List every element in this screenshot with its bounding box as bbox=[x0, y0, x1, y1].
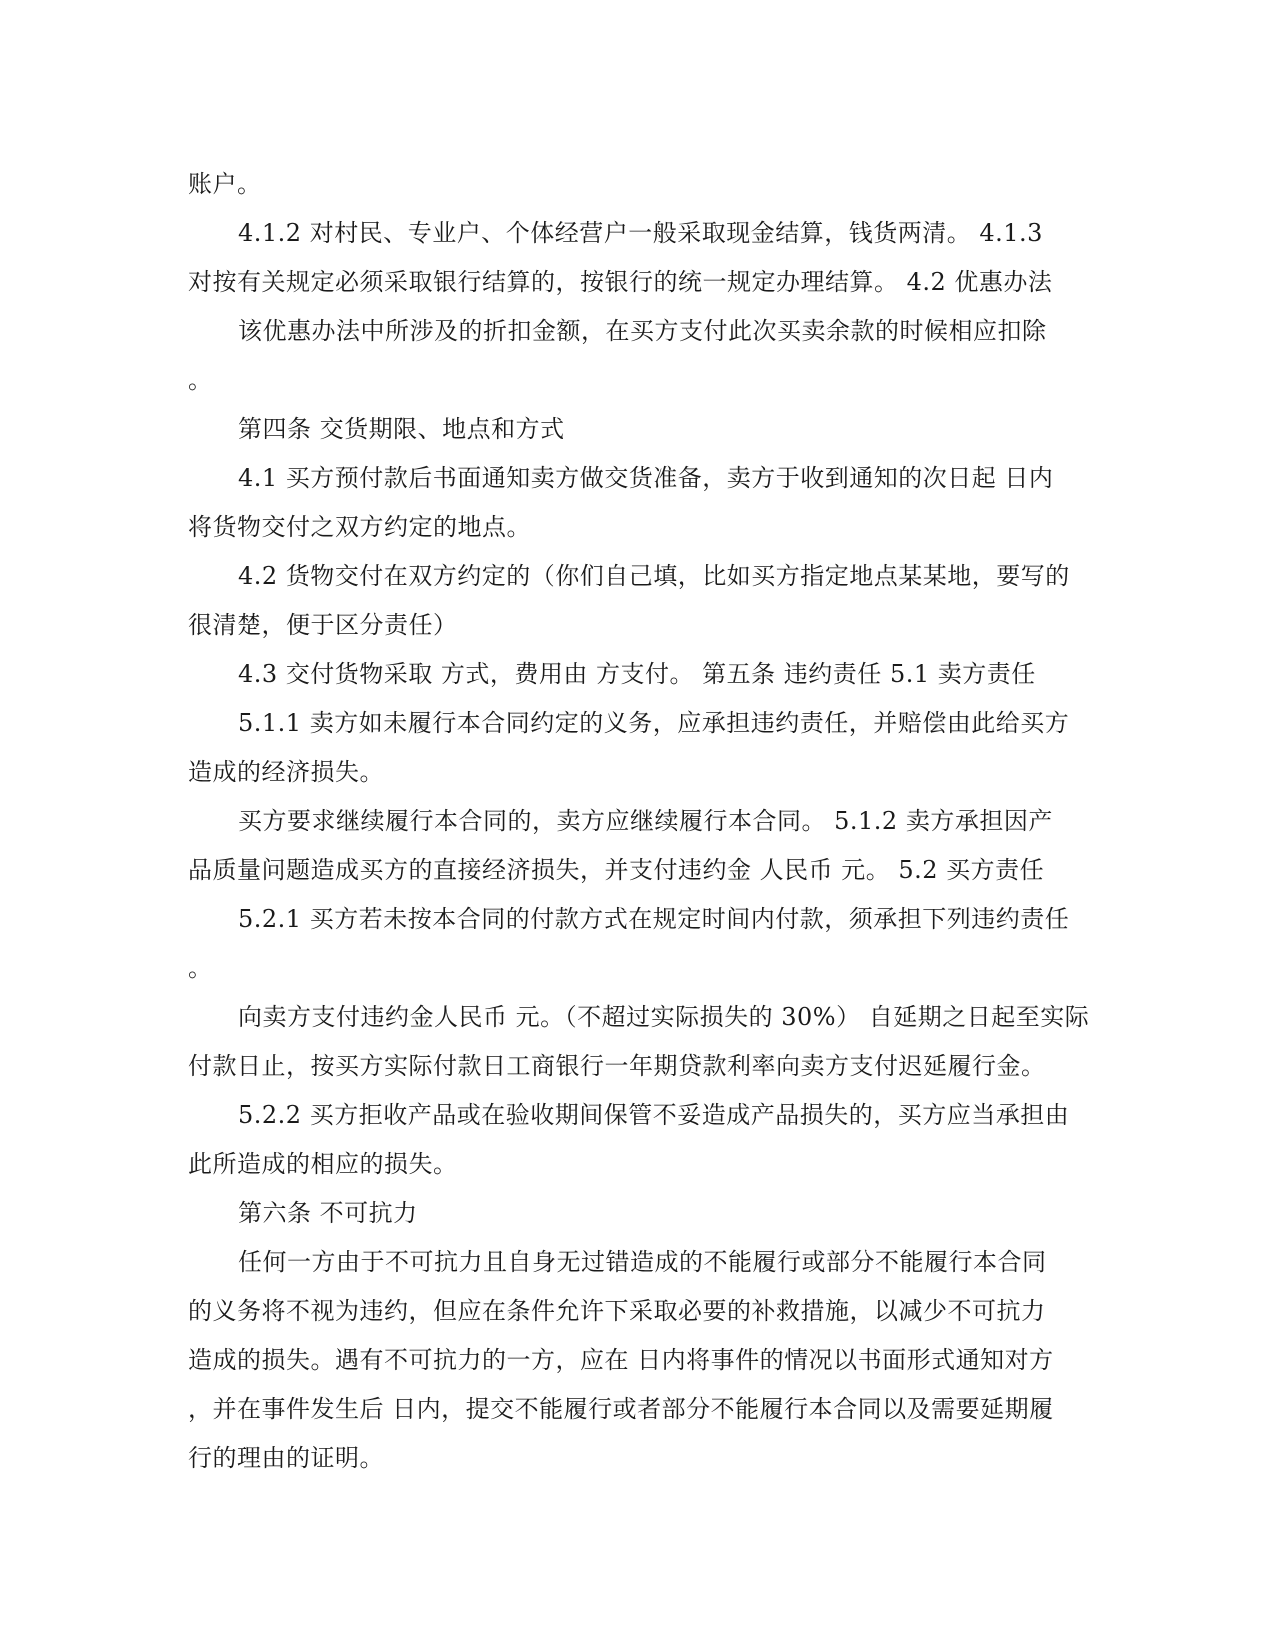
text-line: 对按有关规定必须采取银行结算的，按银行的统一规定办理结算。 4.2 优惠办法 bbox=[188, 268, 1053, 296]
text-line: 付款日止，按买方实际付款日工商银行一年期贷款利率向卖方支付迟延履行金。 bbox=[188, 1052, 1046, 1080]
text-line: 很清楚，便于区分责任） bbox=[188, 611, 458, 639]
text-line: 5.2.2 买方拒收产品或在验收期间保管不妥造成产品损失的，买方应当承担由 bbox=[238, 1101, 1070, 1129]
text-line: ，并在事件发生后 日内，提交不能履行或者部分不能履行本合同以及需要延期履 bbox=[188, 1395, 1054, 1423]
text-line: 造成的损失。遇有不可抗力的一方，应在 日内将事件的情况以书面形式通知对方 bbox=[188, 1346, 1054, 1374]
text-line: 第四条 交货期限、地点和方式 bbox=[238, 415, 565, 443]
text-line: 。 bbox=[188, 366, 213, 394]
text-line: 任何一方由于不可抗力且自身无过错造成的不能履行或部分不能履行本合同 bbox=[238, 1248, 1047, 1276]
text-line: 向卖方支付违约金人民币 元。（不超过实际损失的 30%） 自延期之日起至实际 bbox=[238, 1003, 1090, 1031]
text-line: 品质量问题造成买方的直接经济损失，并支付违约金 人民币 元。 5.2 买方责任 bbox=[188, 856, 1045, 884]
text-line: 5.1.1 卖方如未履行本合同约定的义务，应承担违约责任，并赔偿由此给买方 bbox=[238, 709, 1070, 737]
text-line: 第六条 不可抗力 bbox=[238, 1199, 418, 1227]
text-line: 行的理由的证明。 bbox=[188, 1444, 384, 1472]
text-line: 账户。 bbox=[188, 170, 262, 198]
text-line: 4.1.2 对村民、专业户、个体经营户一般采取现金结算，钱货两清。 4.1.3 bbox=[238, 219, 1043, 247]
text-line: 4.2 货物交付在双方约定的（你们自己填，比如买方指定地点某某地，要写的 bbox=[238, 562, 1070, 590]
text-line: 的义务将不视为违约，但应在条件允许下采取必要的补救措施，以减少不可抗力 bbox=[188, 1297, 1046, 1325]
text-line: 将货物交付之双方约定的地点。 bbox=[188, 513, 531, 541]
text-line: 造成的经济损失。 bbox=[188, 758, 384, 786]
text-line: 4.1 买方预付款后书面通知卖方做交货准备，卖方于收到通知的次日起 日内 bbox=[238, 464, 1054, 492]
text-line: 5.2.1 买方若未按本合同的付款方式在规定时间内付款，须承担下列违约责任 bbox=[238, 905, 1070, 933]
text-line: 该优惠办法中所涉及的折扣金额，在买方支付此次买卖余款的时候相应扣除 bbox=[238, 317, 1047, 345]
text-line: 此所造成的相应的损失。 bbox=[188, 1150, 458, 1178]
text-line: 买方要求继续履行本合同的，卖方应继续履行本合同。 5.1.2 卖方承担因产 bbox=[238, 807, 1053, 835]
document-body bbox=[188, 160, 1088, 1483]
text-line: 4.3 交付货物采取 方式，费用由 方支付。 第五条 违约责任 5.1 卖方责任 bbox=[238, 660, 1036, 688]
text-line: 。 bbox=[188, 954, 213, 982]
